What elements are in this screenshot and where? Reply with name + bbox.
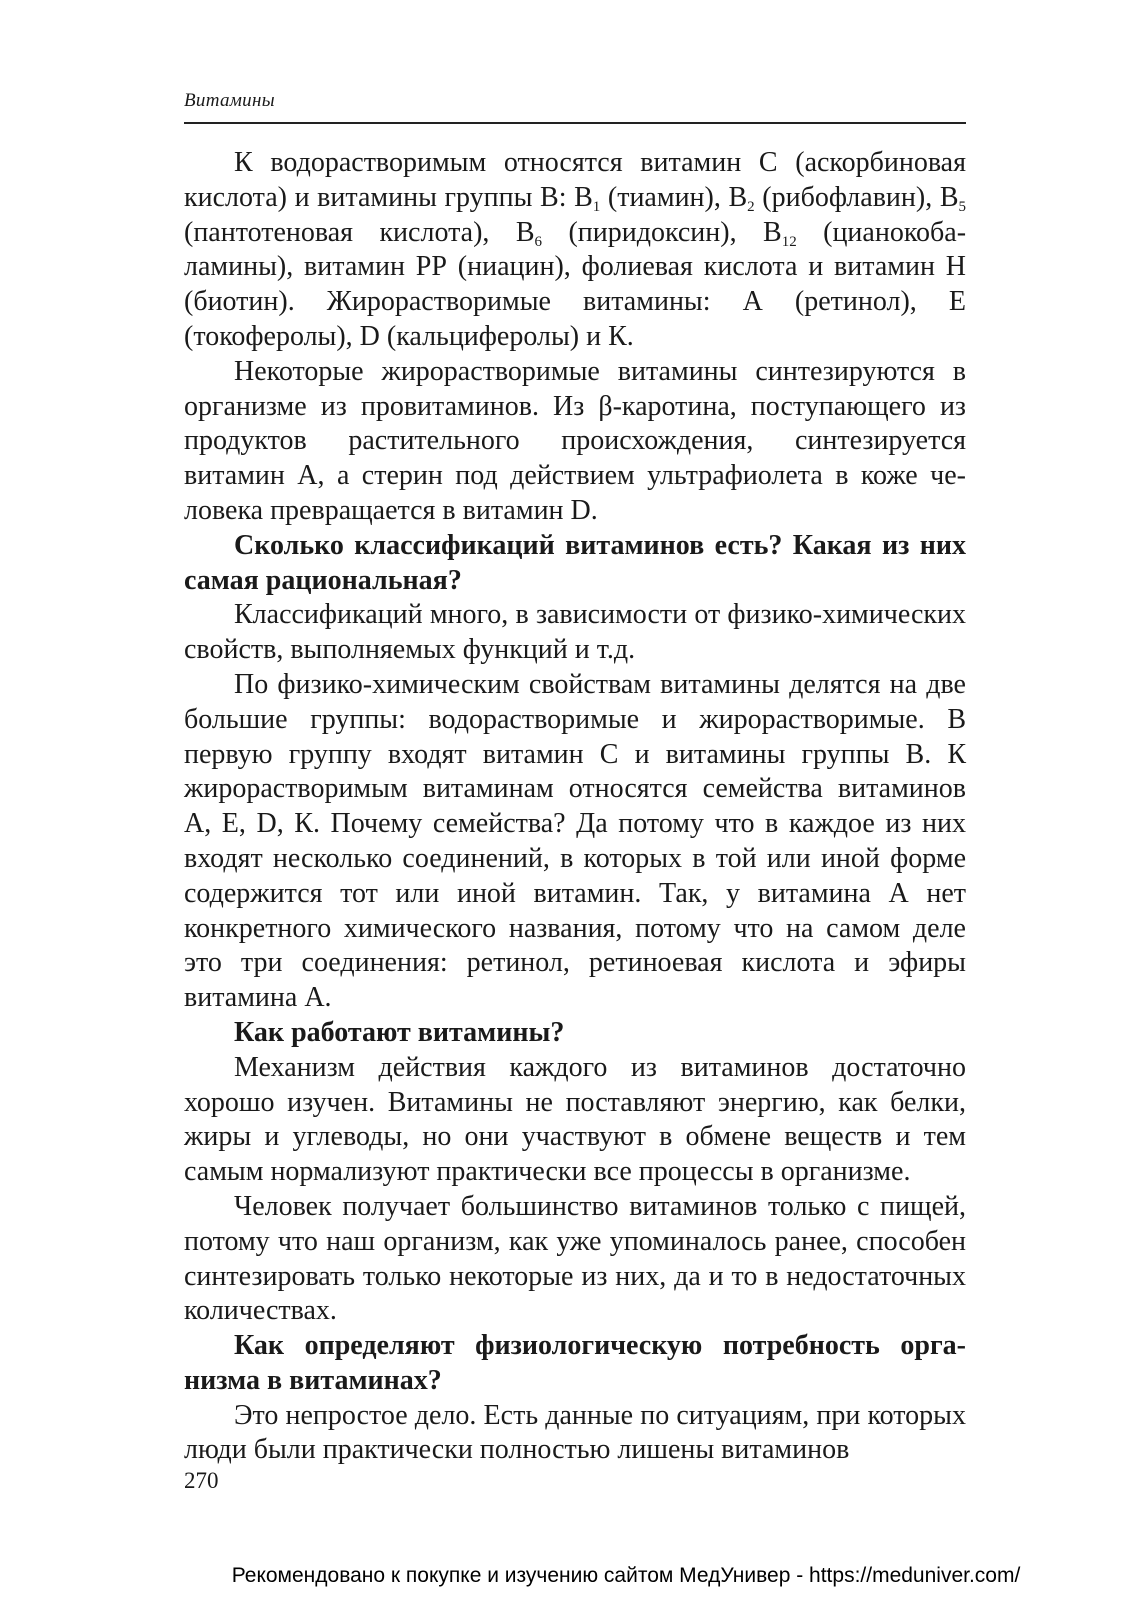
paragraph: Это непростое дело. Есть данные по ситуациям, при которых люди были практически полностью лишены витаминов — [184, 1399, 966, 1466]
running-header: Витамины — [184, 90, 275, 111]
paragraph: Некоторые жирорастворимые витамины синтезируются в организме из провитаминов. Из β-каротина, поступающего из продуктов растительного происхождения, синтезируется витамин А, а стерин под действием ультрафиолета в коже человека превращается в витамин D. — [184, 355, 966, 526]
paragraph: Классификаций много, в зависимости от физико-химических свойств, выполняемых функций и т.д. — [184, 599, 966, 666]
paragraph: Человек получает большинство витаминов только с пищей, потому что наш организм, как уже упоминалось ранее, способен синтезировать только некоторые из них, да и то в недостаточных количествах. — [184, 1190, 966, 1327]
question-heading: Сколько классификаций витаминов есть? Какая из них самая рациональная? — [184, 529, 966, 596]
paragraph: Механизм действия каждого из витаминов достаточно хорошо изучен. Витамины не поставляют энергию, как белки, жиры и углеводы, но они участвуют в обмене веществ и тем самым нормализуют практически все процессы в организме. — [184, 1051, 966, 1188]
question-heading: Как определяют физиологическую потребность организма в витаминах? — [184, 1330, 966, 1396]
question-heading: Как работают витамины? — [234, 1016, 565, 1048]
page-body — [184, 146, 966, 1468]
page-number: 270 — [184, 1468, 219, 1493]
footer-watermark: Рекомендовано к покупке и изучению сайтом МедУнивер - https://meduniver.com/ — [231, 1564, 1021, 1587]
paragraph: По физико-химическим свойствам витамины делятся на две большие группы: водорастворимые и жирорастворимые. В первую группу входят витамин С и витамины группы В. К жирорастворимым витаминам относятся семейства витаминов А, Е, D, К. Почему семейства? Да потому что в каждое из них входят несколько соединений, в которых в той или иной форме содержится тот или иной витамин. Так, у витамина А нет конкретного химического названия, потому что на самом деле это три соединения: ретинол, ретиноевая кислота и эфиры витамина А. — [184, 668, 966, 1014]
paragraph: К водорастворимым относятся витамин С (аскорбиновая кислота) и витамины группы В: $В_1$ (тиамин), $В_2$ (рибофлавин), $В_5$ (пантотеновая кислота), $В_6$ (пиридоксин), $В_{12}$ (цианокобаламины), витамин РР (ниацин), фолиевая кислота и витамин Н (биотин). Жирорастворимые витамины: А (ретинол), Е (токоферолы), D (кальциферолы) и К. — [184, 147, 967, 352]
header-rule — [184, 122, 966, 124]
